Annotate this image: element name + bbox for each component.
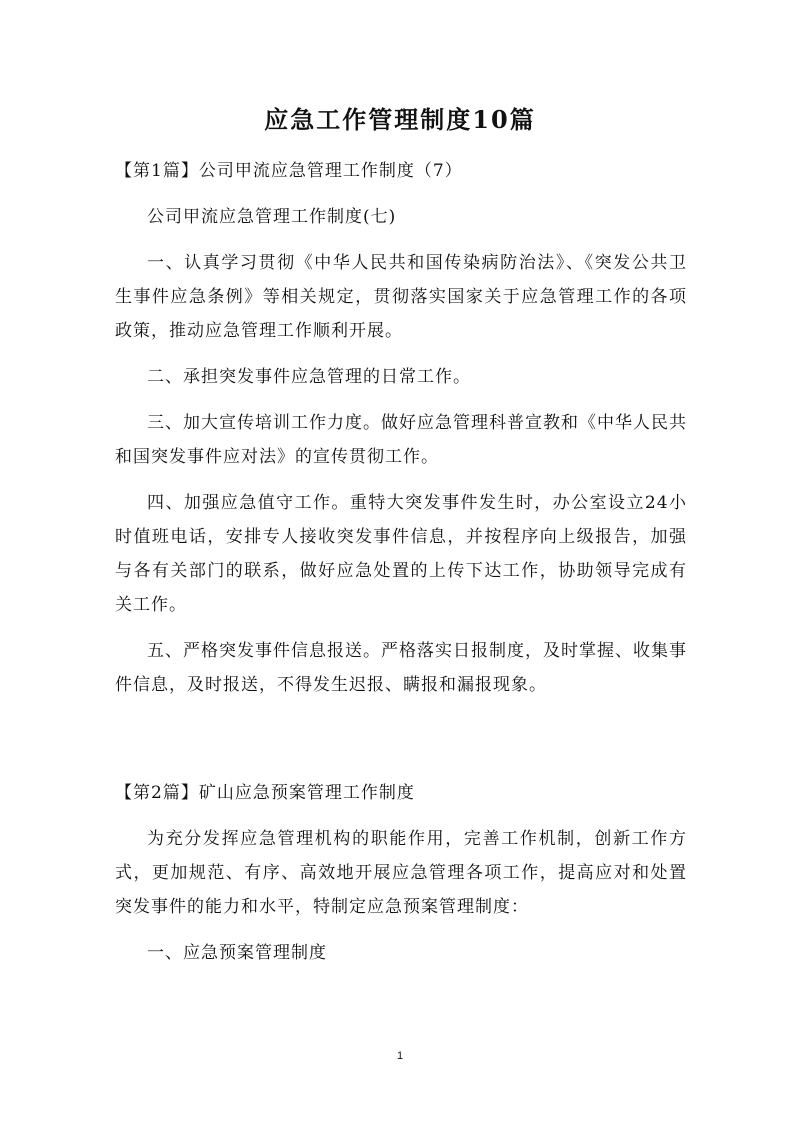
section-1-subtitle: 公司甲流应急管理工作制度(七)	[147, 207, 397, 227]
section-1-paragraph-4: 四、加强应急值守工作。重特大突发事件发生时，办公室设立24小时值班电话，安排专人接收突发事件信息，并按程序向上级报告，加强与各有关部门的联系，做好应急处置的上传下达工作，协助领导完成有关工作。	[115, 493, 687, 615]
section-2-paragraph-1: 为充分发挥应急管理机构的职能作用，完善工作机制，创新工作方式，更加规范、有序、高效地开展应急管理各项工作，提高应对和处置突发事件的能力和水平，特制定应急预案管理制度：	[115, 829, 687, 917]
section-1-paragraph-2: 二、承担突发事件应急管理的日常工作。	[147, 367, 471, 387]
section-1-paragraph-5: 五、严格突发事件信息报送。严格落实日报制度，及时掌握、收集事件信息，及时报送，不得发生迟报、瞒报和漏报现象。	[115, 641, 687, 695]
section-gap	[115, 714, 687, 776]
page-number: 1	[396, 1050, 404, 1062]
section-2-heading: 【第2篇】矿山应急预案管理工作制度	[115, 783, 415, 803]
section-1-paragraph-3: 三、加大宣传培训工作力度。做好应急管理科普宣教和《中华人民共和国突发事件应对法》的宣传贯彻工作。	[115, 413, 687, 467]
section-2-paragraph-2: 一、应急预案管理制度	[147, 943, 327, 963]
document-title: 应急工作管理制度10篇	[264, 105, 536, 134]
document-body	[115, 154, 687, 982]
section-1-paragraph-1: 一、认真学习贯彻《中华人民共和国传染病防治法》、《突发公共卫生事件应急条例》等相关规定，贯彻落实国家关于应急管理工作的各项政策，推动应急管理工作顺利开展。	[115, 253, 687, 341]
section-1-heading: 【第1篇】公司甲流应急管理工作制度（7）	[115, 161, 463, 181]
